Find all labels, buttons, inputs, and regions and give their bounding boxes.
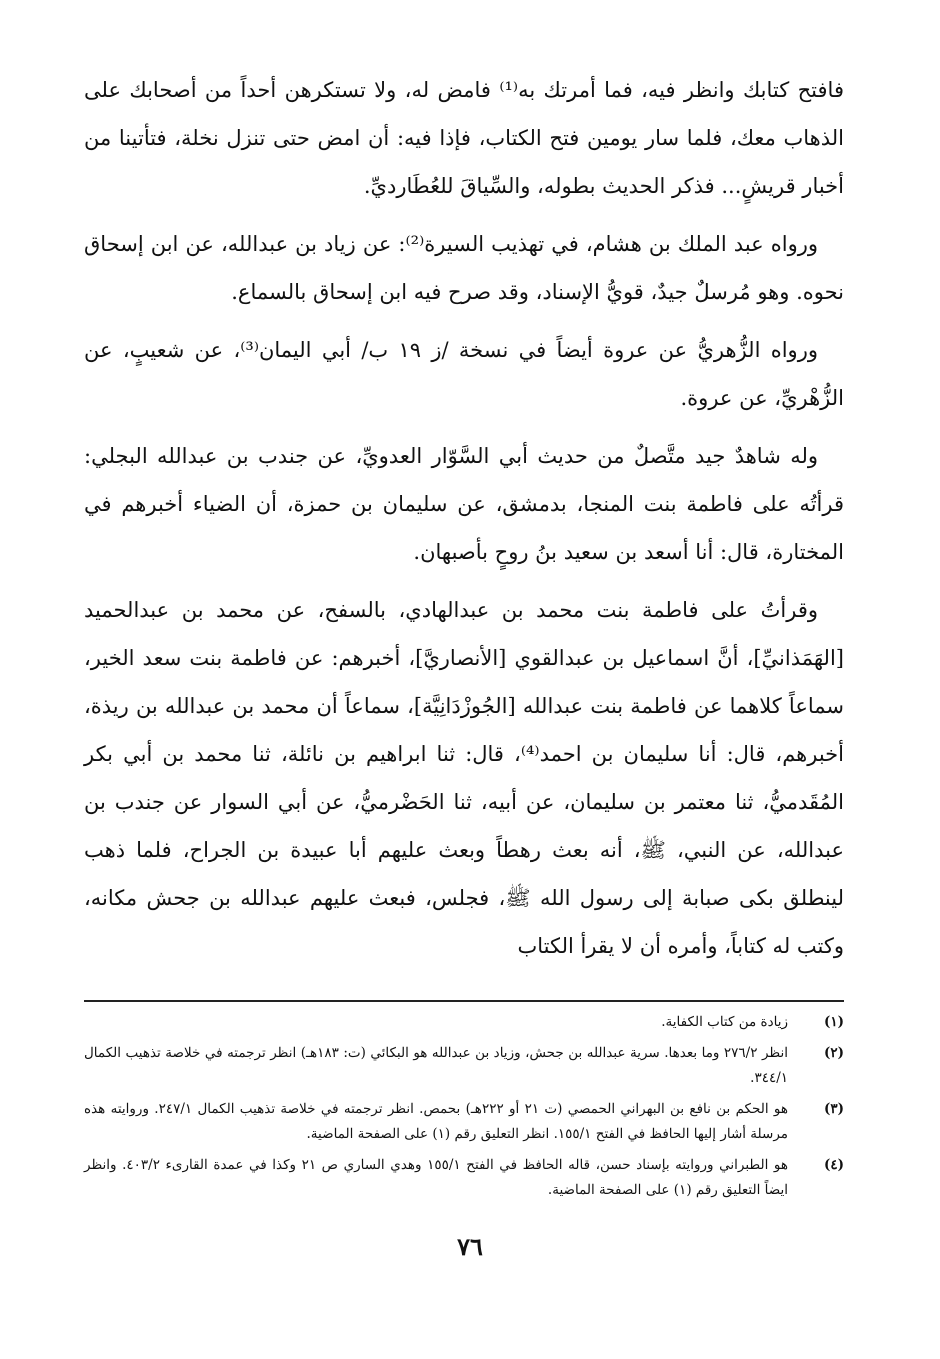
footnote-text: انظر ٢٧٦/٢ وما بعدها. سرية عبدالله بن جحش، وزياد بن عبدالله هو البكائي (ت: ١٨٣هـ) انظر ترجمته في خلاصة تذهيب الكمال ٣٤٤/١. <box>84 1045 788 1086</box>
paragraph-4: وله شاهدٌ جيد متَّصلٌ من حديث أبي السَّوّار العدويِّ، عن جندب بن عبدالله البجلي: قرأتُه على فاطمة بنت المنجا، بدمشق، عن سليمان بن حمزة، أن الضياء أخبرهم في المختارة، قال: أنا أسعد بن سعيد بنُ روحٍ بأصبهان. <box>84 444 844 564</box>
footnote-item <box>84 1010 844 1035</box>
paragraph-1: فافتح كتابك وانظر فيه، فما أمرتك به⁽¹⁾ فامض له، ولا تستكرهن أحداً من أصحابك على الذهاب معك، فلما سار يومين فتح الكتاب، فإذا فيه: أن امض حتى تنزل نخلة، فتأتينا من أخبار قريشٍ... فذكر الحديث بطوله، والسِّياقَ للعُطَارديِّ. <box>84 78 844 198</box>
footnote-item <box>84 1153 844 1203</box>
footnote-text: زيادة من كتاب الكفاية. <box>661 1014 788 1030</box>
footnote-number: (١) <box>823 1014 844 1030</box>
footnote-divider <box>84 1000 844 1002</box>
paragraph-3: ورواه الزُّهريُّ عن عروة أيضاً في نسخة /ز ١٩ ب/ أبي اليمان⁽³⁾، عن شعيبٍ، عن الزُّهْريِّ، عن عروة. <box>84 338 844 410</box>
main-text-block <box>84 66 844 970</box>
footnote-number: (٢) <box>823 1045 844 1061</box>
footnote-number: (٤) <box>823 1157 844 1173</box>
footnote-item <box>84 1097 844 1147</box>
paragraph-5: وقرأتُ على فاطمة بنت محمد بن عبدالهادي، بالسفح، عن محمد بن عبدالحميد [الهَمَذانيِّ]، أنَّ اسماعيل بن عبدالقوي [الأنصاريَّ]، أخبرهم: عن فاطمة بنت سعد الخير، سماعاً كلاهما عن فاطمة بنت عبدالله [الجُوزْدَانِيَّة]، سماعاً أن محمد بن عبدالله بن ريذة، أخبرهم، قال: أنا سليمان بن احمد⁽⁴⁾، قال: ثنا ابراهيم بن نائلة، ثنا محمد بن أبي بكر المُقَدميُّ، ثنا معتمر بن سليمان، عن أبيه، ثنا الحَضْرميُّ، عن أبي السوار عن جندب بن عبدالله، عن النبي، ﷺ، أنه بعث رهطاً وبعث عليهم أبا عبيدة بن الجراح، فلما ذهب لينطلق بكى صبابة إلى رسول الله ﷺ، فجلس، فبعث عليهم عبدالله بن جحش مكانه، وكتب له كتاباً، وأمره أن لا يقرأ الكتاب <box>84 598 844 958</box>
paragraph-2: ورواه عبد الملك بن هشام، في تهذيب السيرة⁽²⁾: عن زياد بن عبدالله، عن ابن إسحاق نحوه. وهو مُرسلٌ جيدٌ، قويُّ الإسناد، وقد صرح فيه ابن إسحاق بالسماع. <box>84 232 844 304</box>
footnote-item <box>84 1041 844 1091</box>
footnote-text: هو الطبراني وروايته بإسناد حسن، قاله الحافظ في الفتح ١٥٥/١ وهدي الساري ص ٢١ وكذا في عمدة القارىء ٤٠٣/٢. وانظر ايضاً التعليق رقم (١) على الصفحة الماضية. <box>84 1157 788 1198</box>
footnote-text: هو الحكم بن نافع بن البهراني الحمصي (ت ٢١ أو ٢٢٢هـ) بحمص. انظر ترجمته في خلاصة تذهيب الكمال ٢٤٧/١. وروايته هذه مرسلة أشار إليها الحافظ في الفتح ١٥٥/١. انظر التعليق رقم (١) على الصفحة الماضية. <box>84 1101 788 1142</box>
page-number: ٧٦ <box>457 1232 483 1261</box>
footnotes-list <box>84 1010 844 1209</box>
footnote-number: (٣) <box>823 1101 844 1117</box>
